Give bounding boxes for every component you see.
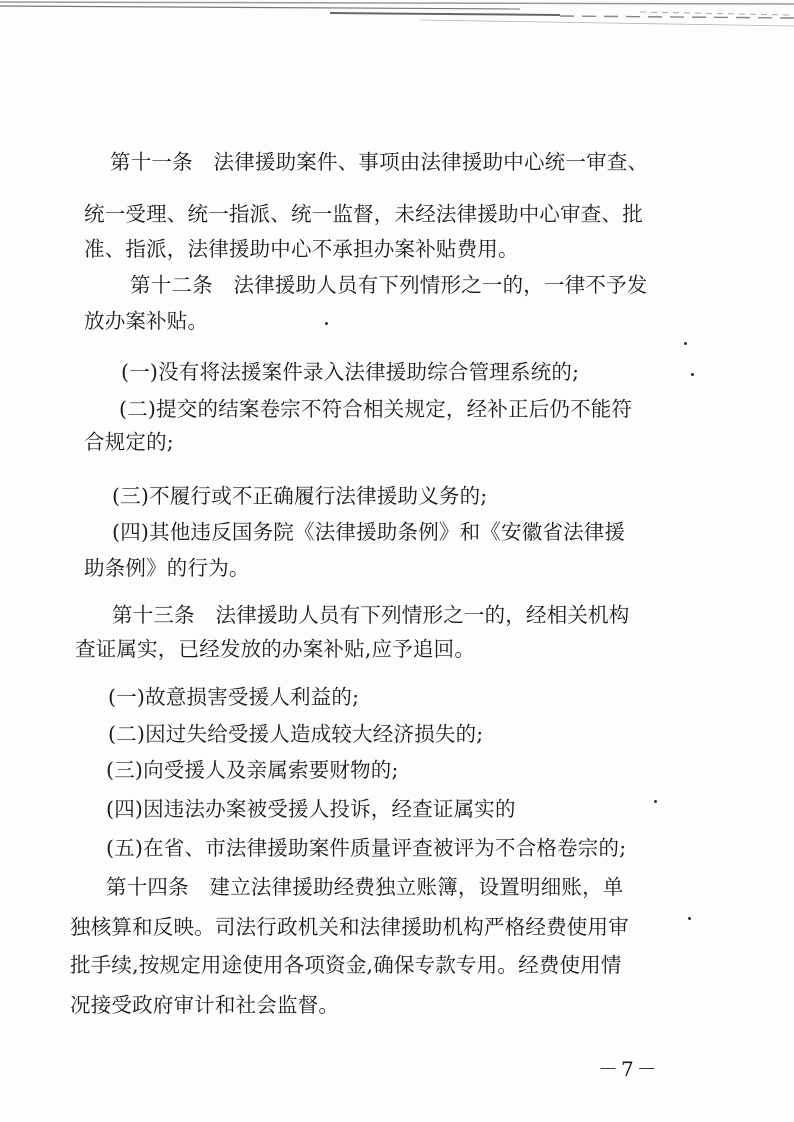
article-12-item-4-line-2: 助条例》的行为。: [84, 556, 250, 580]
article-13-item-3: (三)向受援人及亲属索要财物的;: [106, 758, 399, 782]
article-12-item-2-line-1: (二)提交的结案卷宗不符合相关规定，经补正后仍不能符: [119, 397, 633, 421]
article-13-item-1: (一)故意损害受援人利益的;: [108, 685, 360, 709]
scan-speck: [325, 322, 328, 325]
article-13-item-5: (五)在省、市法律援助案件质量评查被评为不合格卷宗的;: [106, 836, 627, 860]
article-14-line-4: 况接受政府审计和社会监督。: [70, 993, 340, 1017]
article-14-line-2: 独核算和反映。司法行政机关和法律援助机构严格经费使用审: [70, 915, 629, 939]
scan-speck: [654, 800, 657, 803]
scan-speck: [691, 373, 694, 376]
article-12-item-2-line-2: 合规定的;: [84, 430, 174, 454]
scan-edge-marks: [0, 0, 794, 40]
article-11-line-2: 统一受理、统一指派、统一监督，未经法律援助中心审查、批: [84, 202, 643, 226]
scan-speck: [688, 917, 691, 920]
article-12-line-1: 第十二条 法律援助人员有下列情形之一的，一律不予发: [130, 273, 648, 297]
article-13-item-4: (四)因违法办案被受援人投诉，经查证属实的: [106, 797, 516, 821]
article-13-item-2: (二)因过失给受援人造成较大经济损失的;: [108, 722, 484, 746]
article-14-line-3: 批手续,按规定用途使用各项资金,确保专款专用。经费使用情: [70, 953, 622, 977]
page-number: －7－: [598, 1057, 660, 1081]
article-11-line-1: 第十一条 法律援助案件、事项由法律援助中心统一审查、: [110, 150, 649, 174]
article-13-line-1: 第十三条 法律援助人员有下列情形之一的，经相关机构: [112, 603, 630, 627]
article-11-line-3: 准、指派，法律援助中心不承担办案补贴费用。: [84, 237, 519, 261]
scan-speck: [684, 342, 687, 345]
article-12-item-4-line-1: (四)其他违反国务院《法律援助条例》和《安徽省法律援: [112, 520, 626, 544]
article-14-line-1: 第十四条 建立法律援助经费独立账簿，设置明细账，单: [106, 875, 624, 899]
article-12-line-2: 放办案补贴。: [84, 309, 209, 333]
article-12-item-3: (三)不履行或不正确履行法律援助义务的;: [112, 484, 488, 508]
article-12-item-1: (一)没有将法援案件录入法律援助综合管理系统的;: [121, 360, 580, 384]
article-13-line-2: 查证属实，已经发放的办案补贴,应予追回。: [75, 637, 476, 661]
